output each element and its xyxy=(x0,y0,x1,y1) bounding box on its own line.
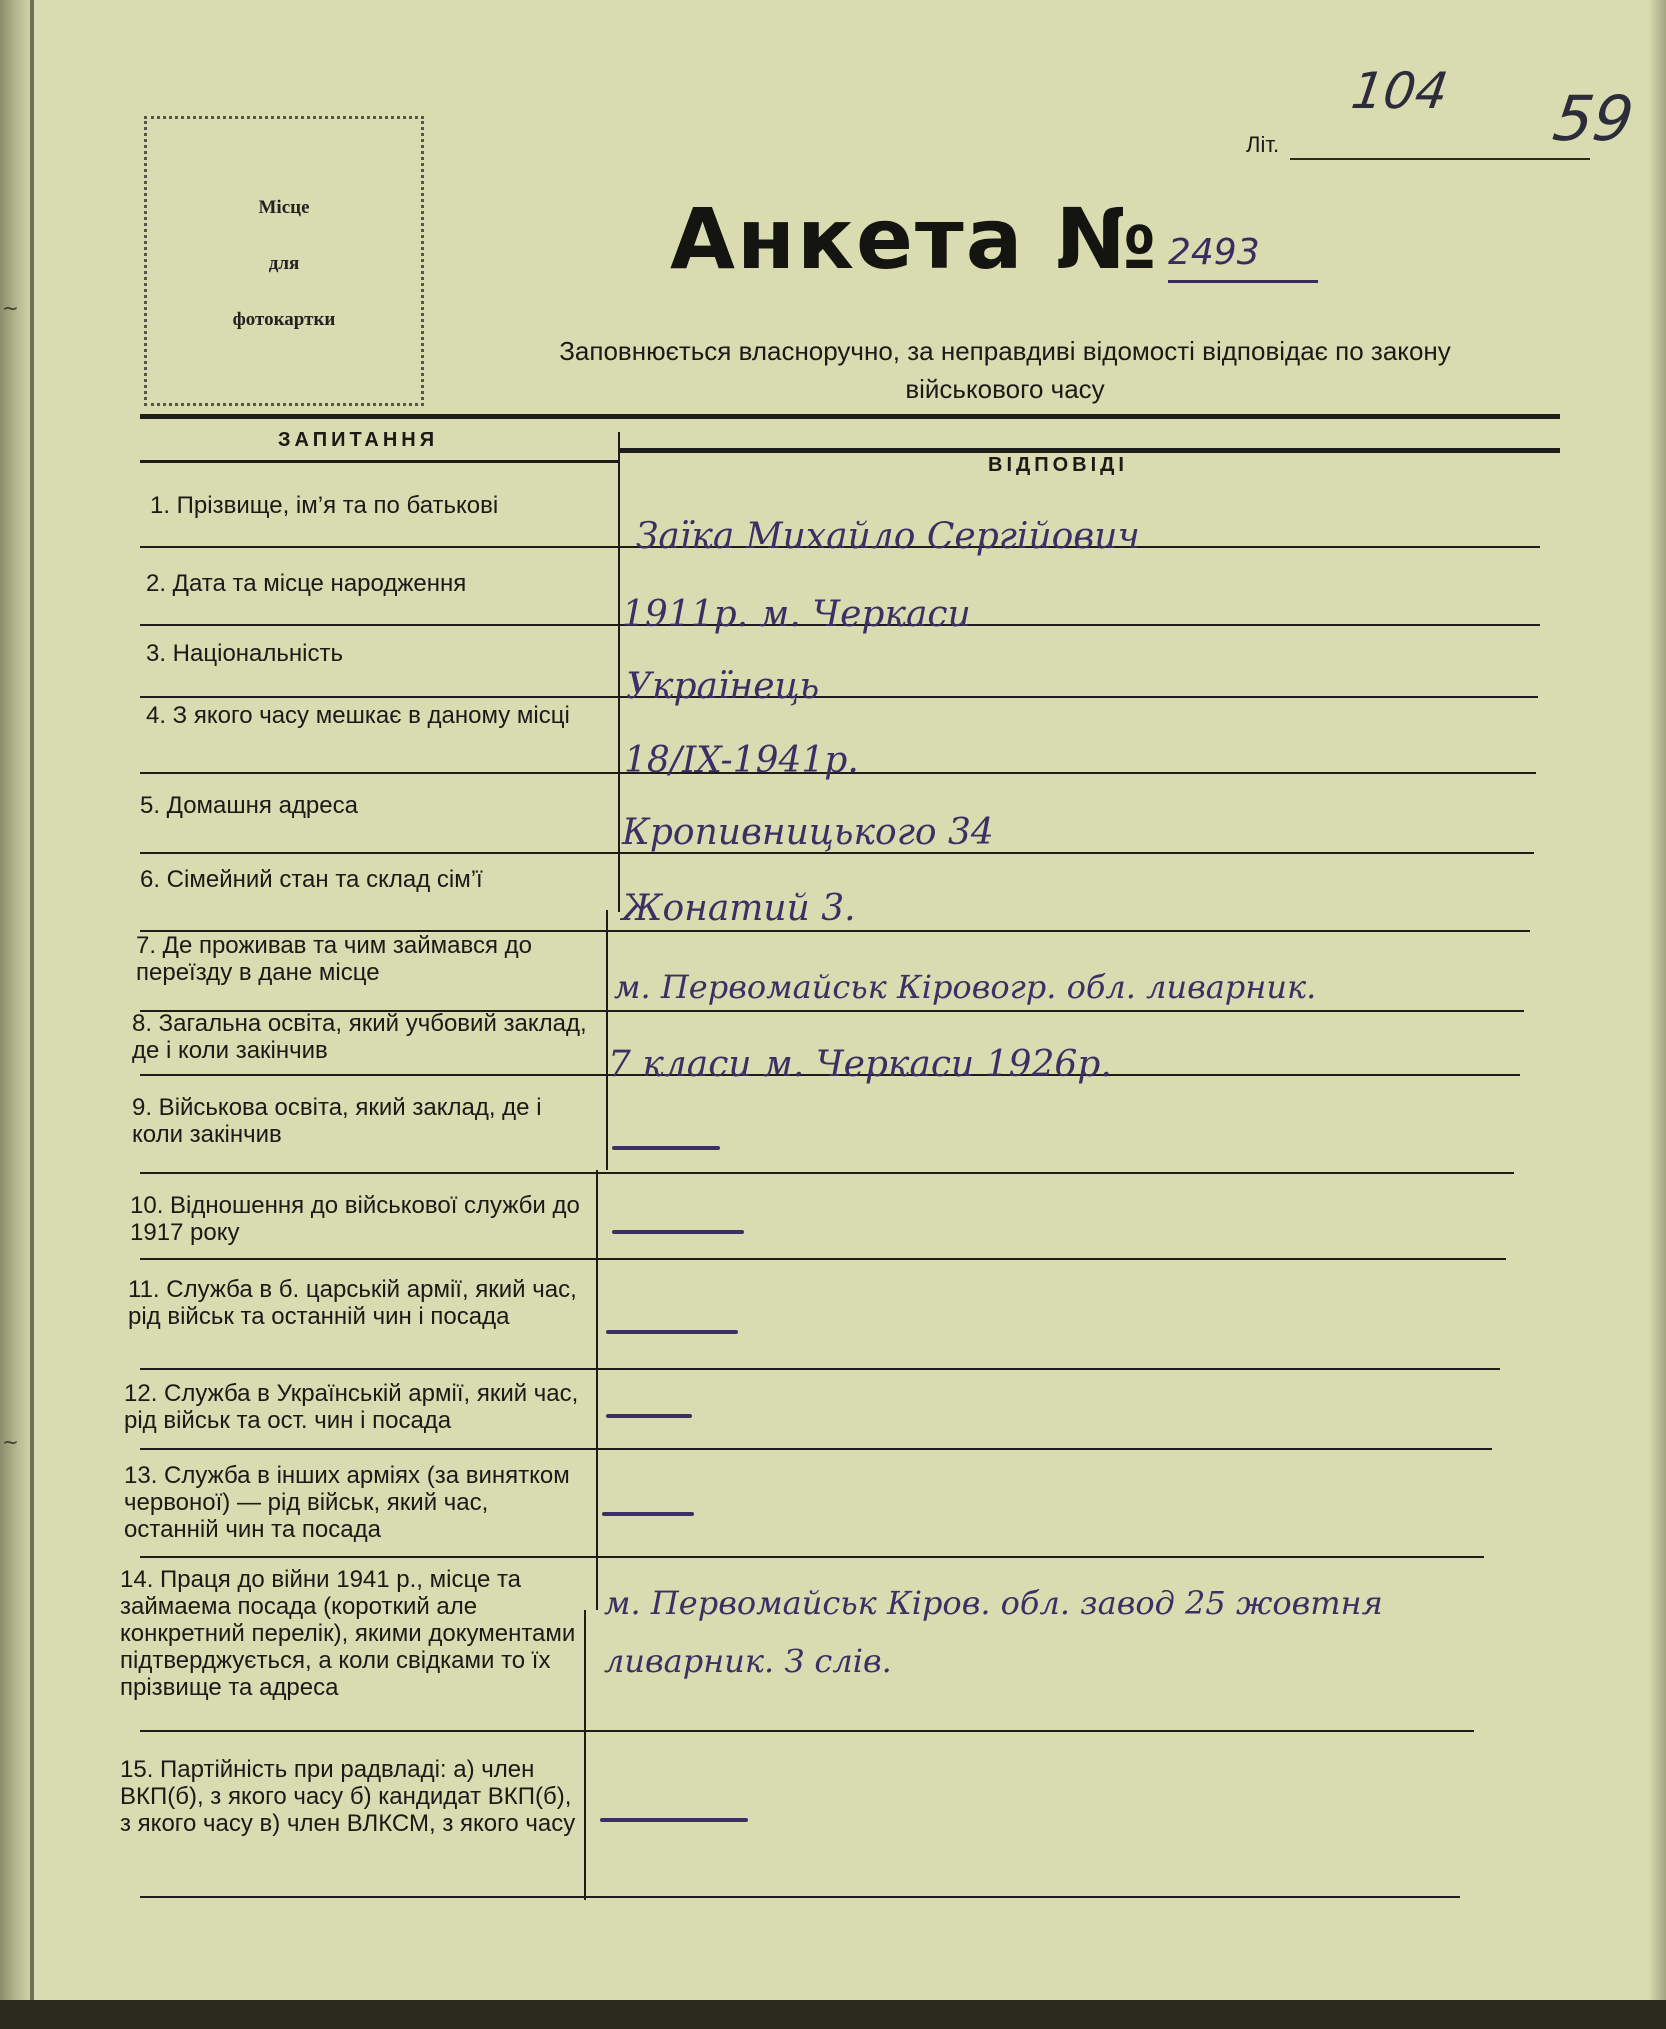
answer-3: Українець xyxy=(626,666,820,707)
row-rule-3 xyxy=(140,696,1538,698)
row-rule-9 xyxy=(140,1172,1514,1174)
form-subtitle xyxy=(430,332,1580,408)
lit-underline xyxy=(1290,158,1590,160)
question-6: 6. Сімейний стан та склад сім’ї xyxy=(140,866,483,893)
answer-2: 1911р. м. Черкаси xyxy=(622,594,971,635)
handwritten-folio-number: 104 xyxy=(1347,62,1452,120)
handwritten-page-number: 59 xyxy=(1548,82,1639,155)
answer-5: Кропивницького 34 xyxy=(622,812,994,853)
row-rule-15 xyxy=(140,1896,1460,1898)
answer-10-dash xyxy=(612,1230,744,1234)
answer-15-dash xyxy=(600,1818,748,1822)
question-3: 3. Національність xyxy=(146,640,343,667)
question-9: 9. Військова освіта, який заклад, де і коли закінчив xyxy=(132,1094,542,1148)
row-rule-10 xyxy=(140,1258,1506,1260)
answer-13-dash xyxy=(602,1512,694,1516)
question-4: 4. З якого часу мешкає в даному місці xyxy=(146,702,570,729)
margin-mark: ~ xyxy=(2,296,19,320)
lit-label: Літ. xyxy=(1246,132,1280,157)
form-title: Анкета № xyxy=(670,190,1159,288)
paper-edge-shadow xyxy=(1648,0,1666,2000)
question-1: 1. Прізвище, ім’я та по батькові xyxy=(150,492,499,519)
header-rule-answers xyxy=(620,448,1560,453)
row-rule-14 xyxy=(140,1730,1474,1732)
question-7: 7. Де проживав та чим займався до переїзду в дане місце xyxy=(136,932,532,986)
answer-14: м. Первомайськ Кіров. обл. завод 25 жовтня ливарник. З слів. xyxy=(604,1584,1383,1680)
answer-1: Заїка Михайло Сергійович xyxy=(636,516,1140,557)
question-14: 14. Праця до війни 1941 р., місце та займаема посада (короткий але конкретний перелік), якими документами підтверджується, а коли свідками то їх прізвище та адреса xyxy=(120,1566,576,1701)
form-number-underline xyxy=(1168,280,1318,283)
subtitle-line2: військового часу xyxy=(905,374,1105,404)
margin-mark: ~ xyxy=(2,1430,19,1454)
photo-label-line2: для xyxy=(268,253,300,274)
header-rule-questions xyxy=(140,460,620,463)
column-divider-a xyxy=(618,432,620,912)
answer-7: м. Первомайськ Кіровогр. обл. ливарник. xyxy=(614,968,1317,1006)
column-divider-b xyxy=(606,910,608,1170)
row-rule-13 xyxy=(140,1556,1484,1558)
question-15: 15. Партійність при радвладі: а) член ВКП(б), з якого часу б) кандидат ВКП(б), з якого часу в) член ВЛКСМ, з якого часу xyxy=(120,1756,576,1837)
column-header-questions: ЗАПИТАННЯ xyxy=(278,429,439,451)
photo-label-line1: Місце xyxy=(258,197,310,218)
answer-9-dash xyxy=(612,1146,720,1150)
column-header-answers: ВІДПОВІДІ xyxy=(988,454,1128,476)
answer-12-dash xyxy=(606,1414,692,1418)
answer-4: 18/IX-1941р. xyxy=(624,740,859,781)
answer-6: Жонатий 3. xyxy=(622,888,856,929)
photo-label-line3: фотокартки xyxy=(232,309,336,330)
row-rule-12 xyxy=(140,1448,1492,1450)
form-number-handwritten: 2493 xyxy=(1168,232,1260,273)
column-divider-c xyxy=(596,1170,598,1610)
answer-11-dash xyxy=(606,1330,738,1334)
photo-placeholder xyxy=(144,116,424,406)
row-rule-11 xyxy=(140,1368,1500,1370)
question-2: 2. Дата та місце народження xyxy=(146,570,467,597)
question-5: 5. Домашня адреса xyxy=(140,792,358,819)
scan-bottom-band xyxy=(0,2000,1666,2029)
question-8: 8. Загальна освіта, який учбовий заклад, де і коли закінчив xyxy=(132,1010,587,1064)
question-12: 12. Служба в Українській армії, який час, рід військ та ост. чин і посада xyxy=(124,1380,579,1434)
answer-8: 7 класи м. Черкаси 1926р. xyxy=(608,1044,1112,1085)
question-11: 11. Служба в б. царській армії, який час, рід військ та останній чин і посада xyxy=(128,1276,577,1330)
subtitle-line1: Заповнюється власноручно, за неправдиві відомості відповідає по закону xyxy=(559,336,1451,366)
question-13: 13. Служба в інших арміях (за винятком червоної) — рід військ, який час, останній чин та посада xyxy=(124,1462,570,1543)
binding-edge xyxy=(30,0,34,2029)
question-10: 10. Відношення до військової служби до 1917 року xyxy=(130,1192,580,1246)
header-rule-top xyxy=(140,414,1560,419)
